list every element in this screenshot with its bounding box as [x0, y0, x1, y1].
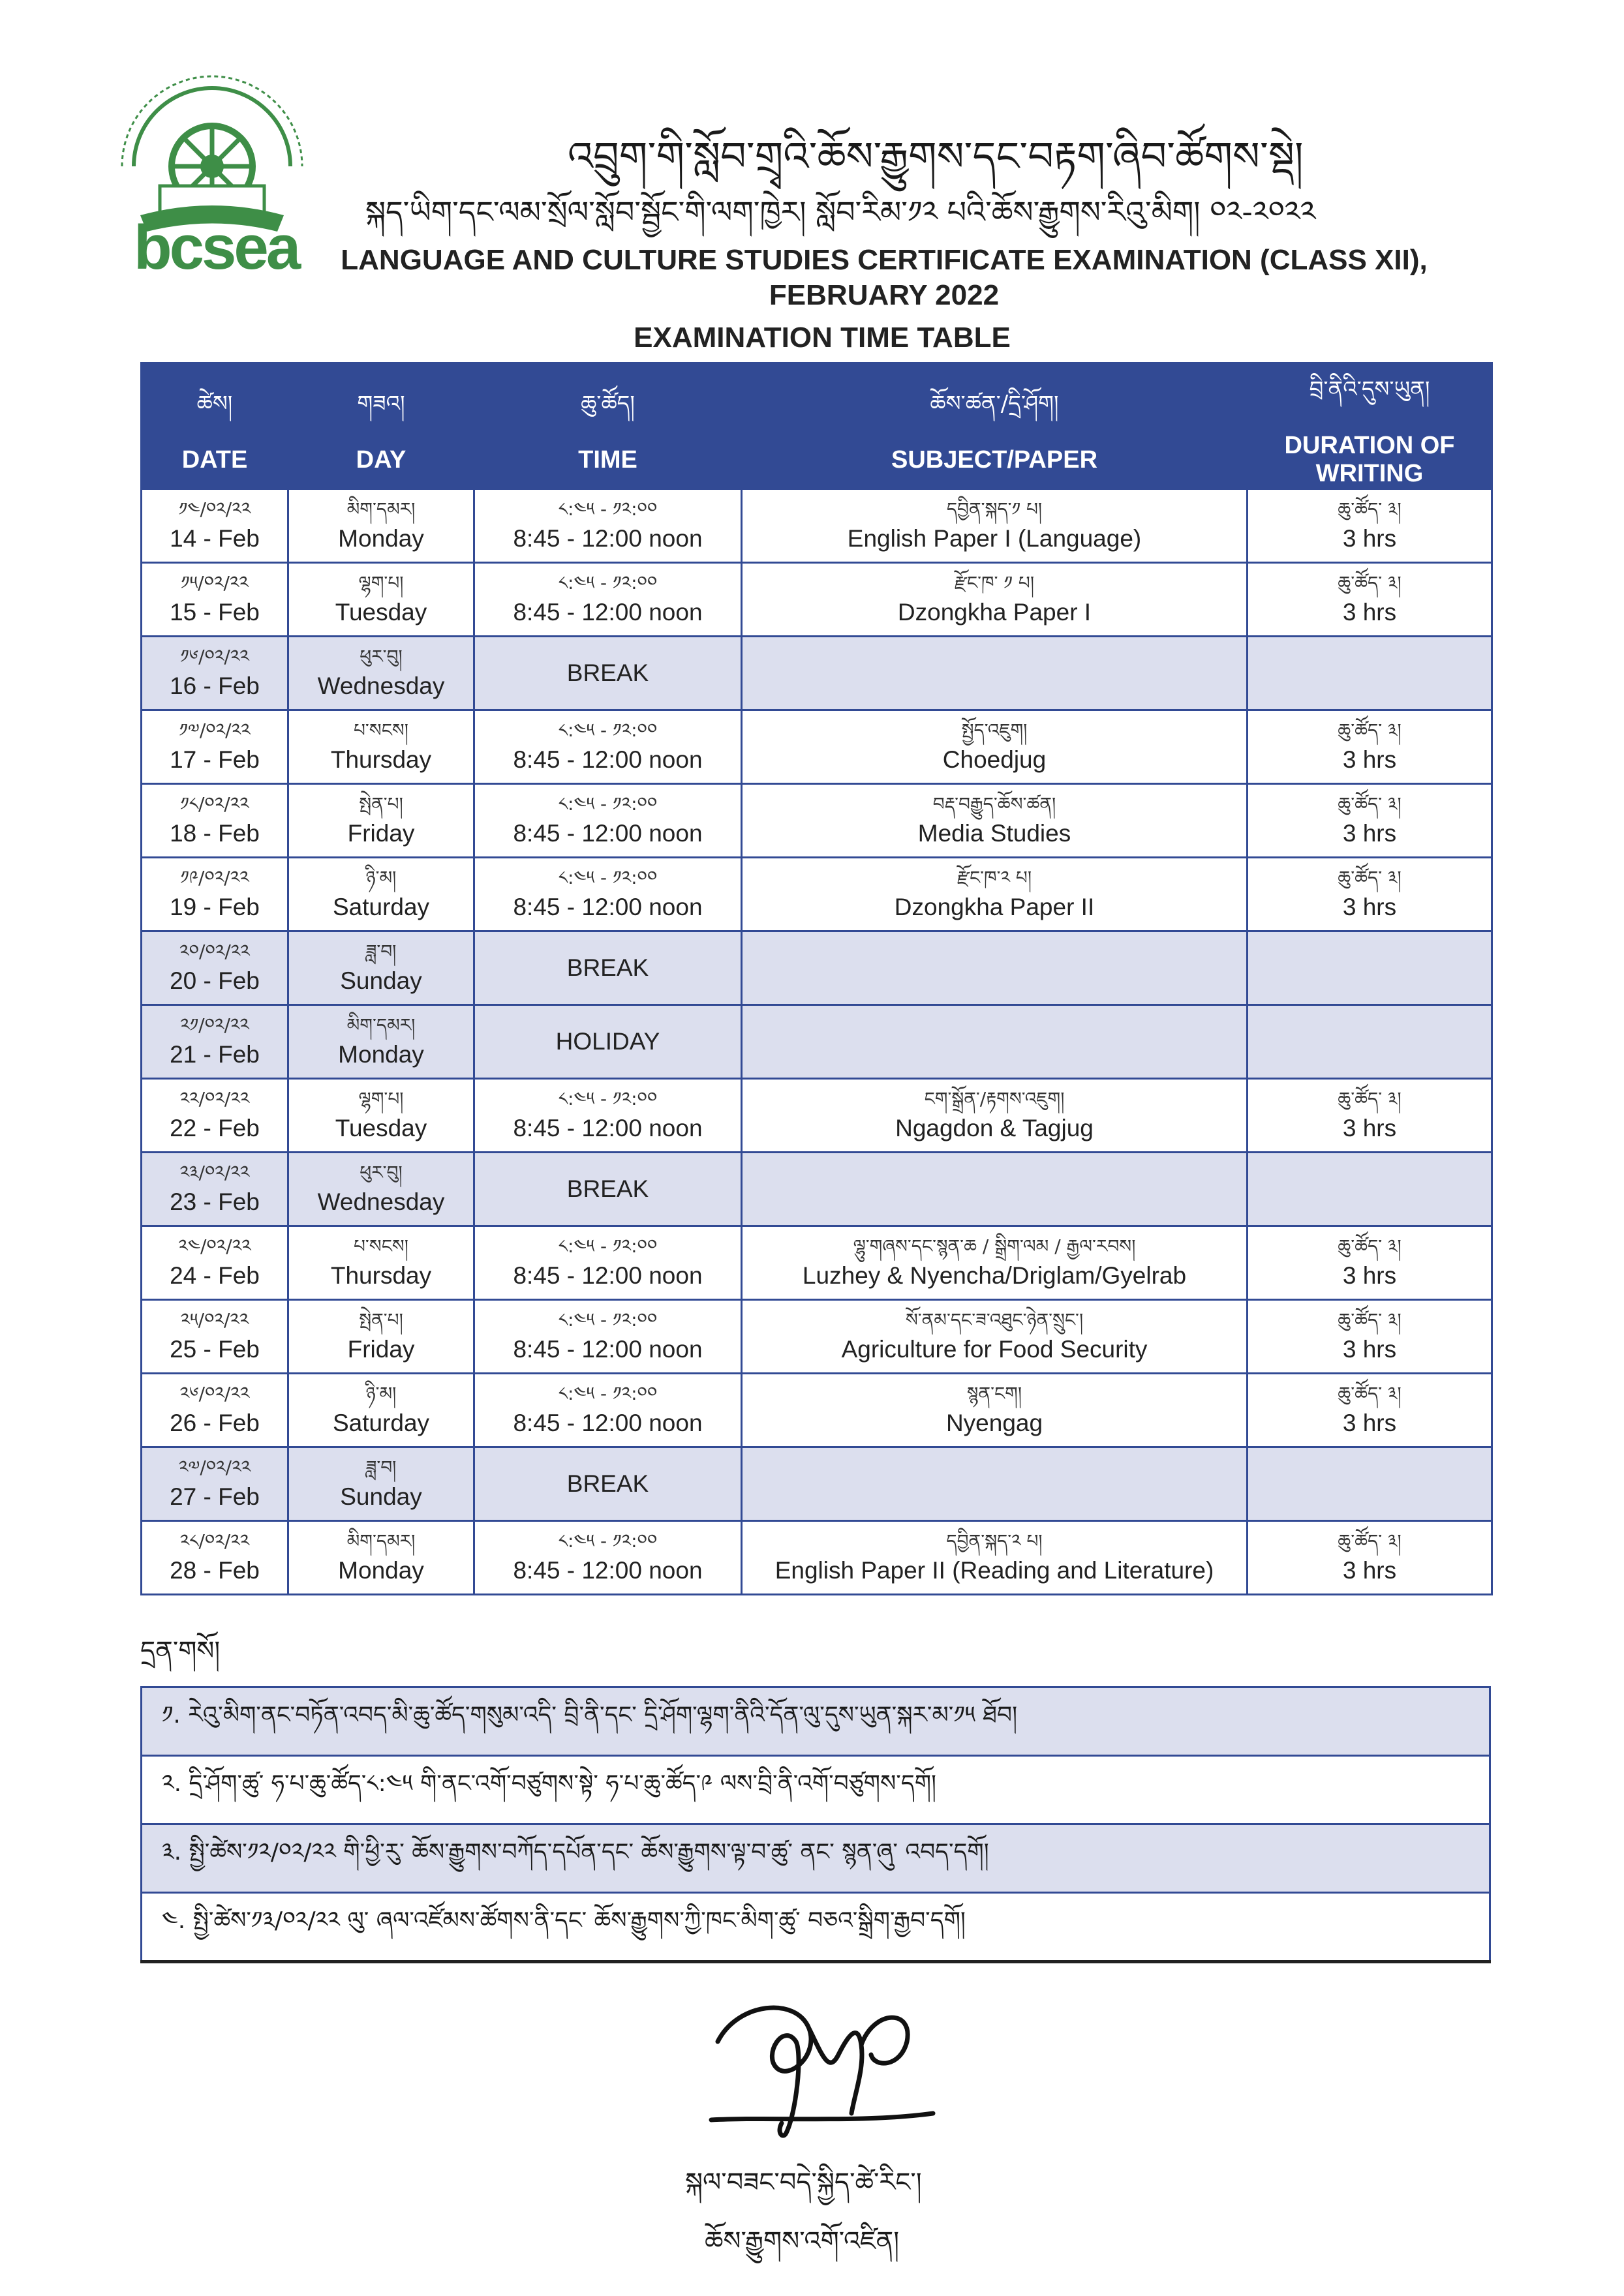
time-cell — [474, 563, 742, 637]
table-row — [142, 1521, 1492, 1595]
note-item — [142, 1893, 1490, 1962]
subject-cell-tibetan: སོ་ནམ་དང་ཟ་འཐུང་ཉེན་སྲུང་། — [905, 1309, 1084, 1331]
day-cell — [288, 1521, 474, 1595]
day-cell — [288, 710, 474, 784]
duration-cell-tibetan: ཆུ་ཚོད་ ༣། — [1338, 498, 1402, 520]
time-cell — [474, 637, 742, 710]
tibetan-exam-subtitle: སྐད་ཡིག་དང་ལམ་སྲོལ་སློབ་སྦྱོང་གི་ལག་ཁྱེར། སློབ་རིམ་༡༢ པའི་ཆོས་རྒྱུགས་རིའུ་མིག། ༠༢-༢༠༢༢ — [365, 194, 1316, 230]
day-cell — [288, 489, 474, 563]
subject-cell-tibetan: སྙན་ངག། — [966, 1383, 1022, 1404]
table-row — [142, 858, 1492, 931]
time-cell-english: BREAK — [566, 954, 649, 981]
date-cell-tibetan: ༡༩/༠༢/༢༢ — [180, 867, 249, 888]
date-cell-tibetan: ༢༣/༠༢/༢༢ — [179, 1162, 250, 1183]
time-cell — [474, 1447, 742, 1521]
date-cell — [142, 1079, 288, 1153]
duration-cell — [1248, 784, 1492, 858]
note-item — [142, 1824, 1490, 1893]
time-cell — [474, 858, 742, 931]
duration-cell-english: 3 hrs — [1342, 746, 1397, 773]
subject-cell-english: English Paper II (Reading and Literature) — [774, 1557, 1214, 1584]
day-cell-tibetan: པ་སངས། — [353, 1235, 408, 1257]
table-row — [142, 1226, 1492, 1300]
duration-cell-english: 3 hrs — [1342, 894, 1397, 920]
time-cell-english: BREAK — [566, 1175, 649, 1202]
day-cell-tibetan: སྤེན་པ། — [359, 1309, 403, 1331]
table-row — [142, 784, 1492, 858]
day-cell — [288, 931, 474, 1005]
duration-cell-tibetan: ཆུ་ཚོད་ ༣། — [1338, 1309, 1402, 1331]
time-cell-tibetan: ༨:༤༥ - ༡༢:༠༠ — [558, 719, 658, 741]
date-cell-tibetan: ༡༧/༠༢/༢༢ — [179, 719, 251, 741]
date-cell — [142, 1300, 288, 1374]
column-header-time: ཆུ་ཚོད། TIME — [474, 363, 742, 489]
day-cell-tibetan: པ་སངས། — [353, 719, 408, 741]
table-row — [142, 1153, 1492, 1226]
subject-cell-tibetan: དབྱིན་སྐད་༡ པ། — [946, 498, 1043, 520]
day-cell-tibetan: ཕུར་བུ། — [360, 1162, 403, 1183]
time-cell — [474, 1005, 742, 1079]
table-row — [142, 931, 1492, 1005]
duration-cell — [1248, 1079, 1492, 1153]
subject-cell-english: Nyengag — [945, 1410, 1043, 1436]
duration-cell — [1248, 1005, 1492, 1079]
date-cell-tibetan: ༢༦/༠༢/༢༢ — [179, 1383, 250, 1404]
time-cell — [474, 710, 742, 784]
date-cell-english: 18 - Feb — [170, 820, 260, 847]
day-cell-english: Saturday — [332, 894, 430, 920]
date-cell-tibetan: ༢༡/༠༢/༢༢ — [180, 1014, 249, 1036]
table-row — [142, 1005, 1492, 1079]
day-cell — [288, 1374, 474, 1447]
day-cell — [288, 637, 474, 710]
day-cell-tibetan: མིག་དམར། — [346, 1014, 416, 1036]
day-cell-english: Tuesday — [335, 1115, 427, 1141]
subject-cell-english: Choedjug — [942, 746, 1047, 773]
subject-cell — [742, 1153, 1248, 1226]
time-cell — [474, 1300, 742, 1374]
note-item — [142, 1756, 1490, 1824]
time-cell-english: 8:45 - 12:00 noon — [513, 1115, 703, 1141]
duration-cell — [1248, 1153, 1492, 1226]
date-cell-tibetan: ༢༧/༠༢/༢༢ — [178, 1457, 251, 1478]
column-header-date: ཚེས། DATE — [142, 363, 288, 489]
duration-cell-english: 3 hrs — [1342, 525, 1397, 552]
date-cell-english: 16 - Feb — [170, 672, 260, 699]
logo-wordmark: bcsea — [134, 213, 299, 282]
day-cell-tibetan: མིག་དམར། — [346, 1530, 416, 1552]
note-text: ༢. དྲི་ཤོག་ཚུ་ ཧ་པ་ཆུ་ཚོད་༨:༤༥ གི་ནང་འགོ་བཙུགས་སྟེ་ ཧ་པ་ཆུ་ཚོད་༩ ལས་བྲི་ནི་འགོ་བཙུགས་དགོ། — [142, 1756, 1490, 1824]
subject-cell-tibetan: རྫོང་ཁ་ ༡ པ། — [954, 572, 1035, 594]
day-cell-english: Sunday — [340, 1483, 422, 1510]
date-cell-english: 20 - Feb — [170, 967, 260, 994]
time-cell-english: HOLIDAY — [555, 1028, 660, 1055]
subject-cell-english: Dzongkha Paper II — [894, 894, 1095, 920]
date-cell-tibetan: ༢༢/༠༢/༢༢ — [179, 1088, 250, 1110]
subject-cell-english: Luzhey & Nyencha/Driglam/Gyelrab — [802, 1262, 1187, 1289]
subject-cell — [742, 858, 1248, 931]
duration-cell-english: 3 hrs — [1342, 1557, 1397, 1584]
duration-cell-tibetan: ཆུ་ཚོད་ ༣། — [1338, 1383, 1402, 1404]
time-cell-tibetan: ༨:༤༥ - ༡༢:༠༠ — [558, 498, 658, 520]
date-cell — [142, 784, 288, 858]
subject-cell — [742, 1447, 1248, 1521]
subject-cell — [742, 710, 1248, 784]
date-cell-english: 19 - Feb — [170, 894, 260, 920]
handwritten-signature — [698, 1983, 946, 2152]
column-header-subject: ཆོས་ཚན་/དྲི་ཤོག། SUBJECT/PAPER — [742, 363, 1248, 489]
time-cell-tibetan: ༨:༤༥ - ༡༢:༠༠ — [558, 1088, 658, 1110]
day-cell — [288, 1005, 474, 1079]
duration-cell-english: 3 hrs — [1342, 820, 1397, 847]
time-cell — [474, 1153, 742, 1226]
time-cell-english: 8:45 - 12:00 noon — [513, 599, 703, 626]
duration-cell-english: 3 hrs — [1342, 1336, 1397, 1363]
time-cell — [474, 1079, 742, 1153]
duration-cell-tibetan: ཆུ་ཚོད་ ༣། — [1338, 1088, 1402, 1110]
subject-cell-english: Agriculture for Food Security — [841, 1336, 1148, 1363]
duration-cell-tibetan: ཆུ་ཚོད་ ༣། — [1338, 572, 1402, 594]
subject-cell — [742, 489, 1248, 563]
table-row — [142, 1374, 1492, 1447]
day-cell-english: Tuesday — [335, 599, 427, 626]
day-cell-tibetan: ལྷག་པ། — [358, 572, 404, 594]
duration-cell — [1248, 1374, 1492, 1447]
subject-cell — [742, 1300, 1248, 1374]
day-cell — [288, 784, 474, 858]
time-cell — [474, 784, 742, 858]
duration-cell — [1248, 489, 1492, 563]
date-cell-english: 15 - Feb — [170, 599, 260, 626]
date-cell — [142, 1447, 288, 1521]
time-cell — [474, 489, 742, 563]
date-cell-english: 27 - Feb — [170, 1483, 260, 1510]
time-cell — [474, 1374, 742, 1447]
date-cell-english: 21 - Feb — [170, 1041, 260, 1068]
subject-cell — [742, 1079, 1248, 1153]
day-cell-english: Thursday — [330, 746, 432, 773]
subject-cell — [742, 784, 1248, 858]
date-cell — [142, 637, 288, 710]
date-cell — [142, 1521, 288, 1595]
day-cell-english: Monday — [338, 1557, 424, 1584]
subject-cell — [742, 931, 1248, 1005]
subject-cell-english: English Paper I (Language) — [847, 525, 1142, 552]
subject-cell — [742, 637, 1248, 710]
time-cell-english: 8:45 - 12:00 noon — [513, 1262, 703, 1289]
day-cell-english: Wednesday — [317, 672, 445, 699]
notes-heading: དྲན་གསོ། — [140, 1636, 221, 1666]
duration-cell — [1248, 1521, 1492, 1595]
day-cell — [288, 858, 474, 931]
time-cell-english: BREAK — [566, 1470, 649, 1497]
duration-cell-english: 3 hrs — [1342, 1115, 1397, 1141]
time-cell-english: BREAK — [566, 659, 649, 686]
subject-cell-tibetan: བརྡ་བརྒྱུད་ཆོས་ཚན། — [932, 793, 1056, 815]
day-cell-english: Saturday — [332, 1410, 430, 1436]
date-cell — [142, 563, 288, 637]
duration-cell-english: 3 hrs — [1342, 599, 1397, 626]
time-cell-english: 8:45 - 12:00 noon — [513, 1557, 703, 1584]
time-cell — [474, 1226, 742, 1300]
subject-cell — [742, 1226, 1248, 1300]
date-cell-tibetan: ༡༤/༠༢/༢༢ — [178, 498, 251, 520]
duration-cell — [1248, 858, 1492, 931]
subject-cell-tibetan: ངག་སྒྲོན་/རྟགས་འཇུག། — [924, 1088, 1065, 1110]
timetable-title: EXAMINATION TIME TABLE — [634, 322, 1011, 354]
time-cell-english: 8:45 - 12:00 noon — [513, 1336, 703, 1363]
date-cell-english: 24 - Feb — [170, 1262, 260, 1289]
subject-cell — [742, 1374, 1248, 1447]
duration-cell — [1248, 1226, 1492, 1300]
date-cell-english: 23 - Feb — [170, 1188, 260, 1215]
tibetan-org-title: འབྲུག་གི་སློབ་གྲྭའི་ཆོས་རྒྱུགས་དང་བརྟག་ཞིབ་ཚོགས་སྡེ། — [568, 132, 1304, 180]
date-cell-tibetan: ༢༥/༠༢/༢༢ — [180, 1309, 249, 1331]
english-exam-title — [274, 243, 1494, 313]
table-row — [142, 710, 1492, 784]
note-text: ༤. སྤྱི་ཚེས་༡༣/༠༢/༢༢ ལུ་ ཞལ་འཛོམས་ཚོགས་ནི་དང་ ཆོས་རྒྱུགས་ཀྱི་ཁང་མིག་ཚུ་ བཅའ་སྒྲིག་རྒྱབ་དགོ། — [142, 1893, 1490, 1962]
day-cell-english: Sunday — [340, 967, 422, 994]
date-cell — [142, 489, 288, 563]
date-cell-english: 28 - Feb — [170, 1557, 260, 1584]
day-cell — [288, 1079, 474, 1153]
table-row — [142, 1079, 1492, 1153]
subject-cell-tibetan: སྤྱོད་འཇུག། — [961, 719, 1028, 741]
date-cell-tibetan: ༡༦/༠༢/༢༢ — [180, 646, 249, 667]
subject-cell — [742, 1005, 1248, 1079]
time-cell — [474, 931, 742, 1005]
subject-cell-english: Dzongkha Paper I — [897, 599, 1092, 626]
subject-cell-english: Media Studies — [917, 820, 1071, 847]
time-cell-tibetan: ༨:༤༥ - ༡༢:༠༠ — [558, 793, 658, 815]
column-header-day: གཟའ། DAY — [288, 363, 474, 489]
note-text: ༣. སྤྱི་ཚེས་༡༢/༠༢/༢༢ གི་ཕྱི་རུ་ ཆོས་རྒྱུགས་བཀོད་དཔོན་དང་ ཆོས་རྒྱུགས་ལྟ་བ་ཚུ་ ནང་ སྙན་ཞུ་ འབད་དགོ། — [142, 1824, 1490, 1893]
time-cell-english: 8:45 - 12:00 noon — [513, 525, 703, 552]
date-cell — [142, 1226, 288, 1300]
day-cell-tibetan: ལྷག་པ། — [358, 1088, 404, 1110]
subject-cell — [742, 563, 1248, 637]
day-cell — [288, 1300, 474, 1374]
date-cell — [142, 710, 288, 784]
day-cell-tibetan: ཉི་མ། — [365, 867, 397, 888]
date-cell-english: 14 - Feb — [170, 525, 260, 552]
duration-cell-english: 3 hrs — [1342, 1410, 1397, 1436]
time-cell-english: 8:45 - 12:00 noon — [513, 746, 703, 773]
day-cell-english: Wednesday — [317, 1188, 445, 1215]
day-cell-tibetan: སྤེན་པ། — [359, 793, 403, 815]
duration-cell — [1248, 637, 1492, 710]
day-cell-english: Friday — [347, 820, 415, 847]
time-cell — [474, 1521, 742, 1595]
day-cell-tibetan: ཕུར་བུ། — [360, 646, 403, 667]
time-cell-tibetan: ༨:༤༥ - ༡༢:༠༠ — [558, 572, 658, 594]
english-title-line-1: LANGUAGE AND CULTURE STUDIES CERTIFICATE EXAMINATION (CLASS XII), — [341, 244, 1428, 276]
duration-cell — [1248, 931, 1492, 1005]
time-cell-tibetan: ༨:༤༥ - ༡༢:༠༠ — [558, 1309, 658, 1331]
date-cell-tibetan: ༡༨/༠༢/༢༢ — [180, 793, 249, 815]
date-cell — [142, 858, 288, 931]
duration-cell-tibetan: ཆུ་ཚོད་ ༣། — [1338, 793, 1402, 815]
day-cell-english: Friday — [347, 1336, 415, 1363]
column-header-duration: བྲི་ནིའི་དུས་ཡུན། DURATION OF WRITING — [1248, 363, 1492, 489]
day-cell — [288, 1226, 474, 1300]
table-row — [142, 1447, 1492, 1521]
date-cell — [142, 931, 288, 1005]
subject-cell-tibetan: རྫོང་ཁ་༢ པ། — [957, 867, 1032, 888]
english-title-line-2: FEBRUARY 2022 — [769, 279, 1000, 311]
day-cell-tibetan: མིག་དམར། — [346, 498, 416, 520]
table-row — [142, 489, 1492, 563]
day-cell-tibetan: ཟླ་བ། — [365, 941, 397, 962]
date-cell-english: 22 - Feb — [170, 1115, 260, 1141]
time-cell-english: 8:45 - 12:00 noon — [513, 820, 703, 847]
day-cell-english: Monday — [338, 525, 424, 552]
table-row — [142, 637, 1492, 710]
duration-cell — [1248, 563, 1492, 637]
exam-timetable — [140, 362, 1493, 1595]
signatory-title: ཆོས་རྒྱུགས་འགོ་འཛིན། — [705, 2226, 900, 2256]
date-cell-tibetan: ༢༤/༠༢/༢༢ — [178, 1235, 251, 1257]
time-cell-english: 8:45 - 12:00 noon — [513, 894, 703, 920]
note-text: ༡. རེའུ་མིག་ནང་བཏོན་འབད་མི་ཆུ་ཚོད་གསུམ་འདི་ བྲི་ནི་དང་ དྲི་ཤོག་ལྷག་ནིའི་དོན་ལུ་དུས་ཡུན་སྐར་མ་༡༥ ཐོབ། — [142, 1687, 1490, 1756]
subject-cell — [742, 1521, 1248, 1595]
date-cell-english: 25 - Feb — [170, 1336, 260, 1363]
subject-cell-english: Ngagdon & Tagjug — [895, 1115, 1094, 1141]
duration-cell-tibetan: ཆུ་ཚོད་ ༣། — [1338, 719, 1402, 741]
day-cell-tibetan: ཟླ་བ། — [365, 1457, 397, 1478]
table-row — [142, 1300, 1492, 1374]
subject-cell-tibetan: དབྱིན་སྐད་༢ པ། — [946, 1530, 1043, 1552]
subject-cell-tibetan: ལྷུ་གཞས་དང་སྙན་ཆ / སྒྲིག་ལམ / རྒྱལ་རབས། — [853, 1235, 1136, 1257]
duration-cell — [1248, 1447, 1492, 1521]
duration-cell — [1248, 710, 1492, 784]
notes-box — [140, 1686, 1491, 1963]
duration-cell-tibetan: ཆུ་ཚོད་ ༣། — [1338, 1530, 1402, 1552]
signatory-name: སྐལ་བཟང་བདེ་སྐྱིད་ཚེ་རིང་། — [685, 2168, 922, 2198]
time-cell-tibetan: ༨:༤༥ - ༡༢:༠༠ — [558, 1530, 658, 1552]
time-cell-english: 8:45 - 12:00 noon — [513, 1410, 703, 1436]
duration-cell-tibetan: ཆུ་ཚོད་ ༣། — [1338, 1235, 1402, 1257]
day-cell — [288, 1153, 474, 1226]
day-cell — [288, 1447, 474, 1521]
duration-cell — [1248, 1300, 1492, 1374]
date-cell-english: 17 - Feb — [170, 746, 260, 773]
date-cell-tibetan: ༡༥/༠༢/༢༢ — [181, 572, 249, 594]
time-cell-tibetan: ༨:༤༥ - ༡༢:༠༠ — [558, 1235, 658, 1257]
table-row — [142, 563, 1492, 637]
date-cell — [142, 1153, 288, 1226]
day-cell — [288, 563, 474, 637]
day-cell-tibetan: ཉི་མ། — [365, 1383, 397, 1404]
table-header-row — [142, 363, 1492, 489]
note-item — [142, 1687, 1490, 1756]
duration-cell-tibetan: ཆུ་ཚོད་ ༣། — [1338, 867, 1402, 888]
date-cell-tibetan: ༢༠/༠༢/༢༢ — [179, 941, 250, 962]
time-cell-tibetan: ༨:༤༥ - ༡༢:༠༠ — [558, 867, 658, 888]
date-cell-english: 26 - Feb — [170, 1410, 260, 1436]
duration-cell-english: 3 hrs — [1342, 1262, 1397, 1289]
day-cell-english: Thursday — [330, 1262, 432, 1289]
day-cell-english: Monday — [338, 1041, 424, 1068]
date-cell-tibetan: ༢༨/༠༢/༢༢ — [179, 1530, 250, 1552]
time-cell-tibetan: ༨:༤༥ - ༡༢:༠༠ — [558, 1383, 658, 1404]
date-cell — [142, 1005, 288, 1079]
date-cell — [142, 1374, 288, 1447]
